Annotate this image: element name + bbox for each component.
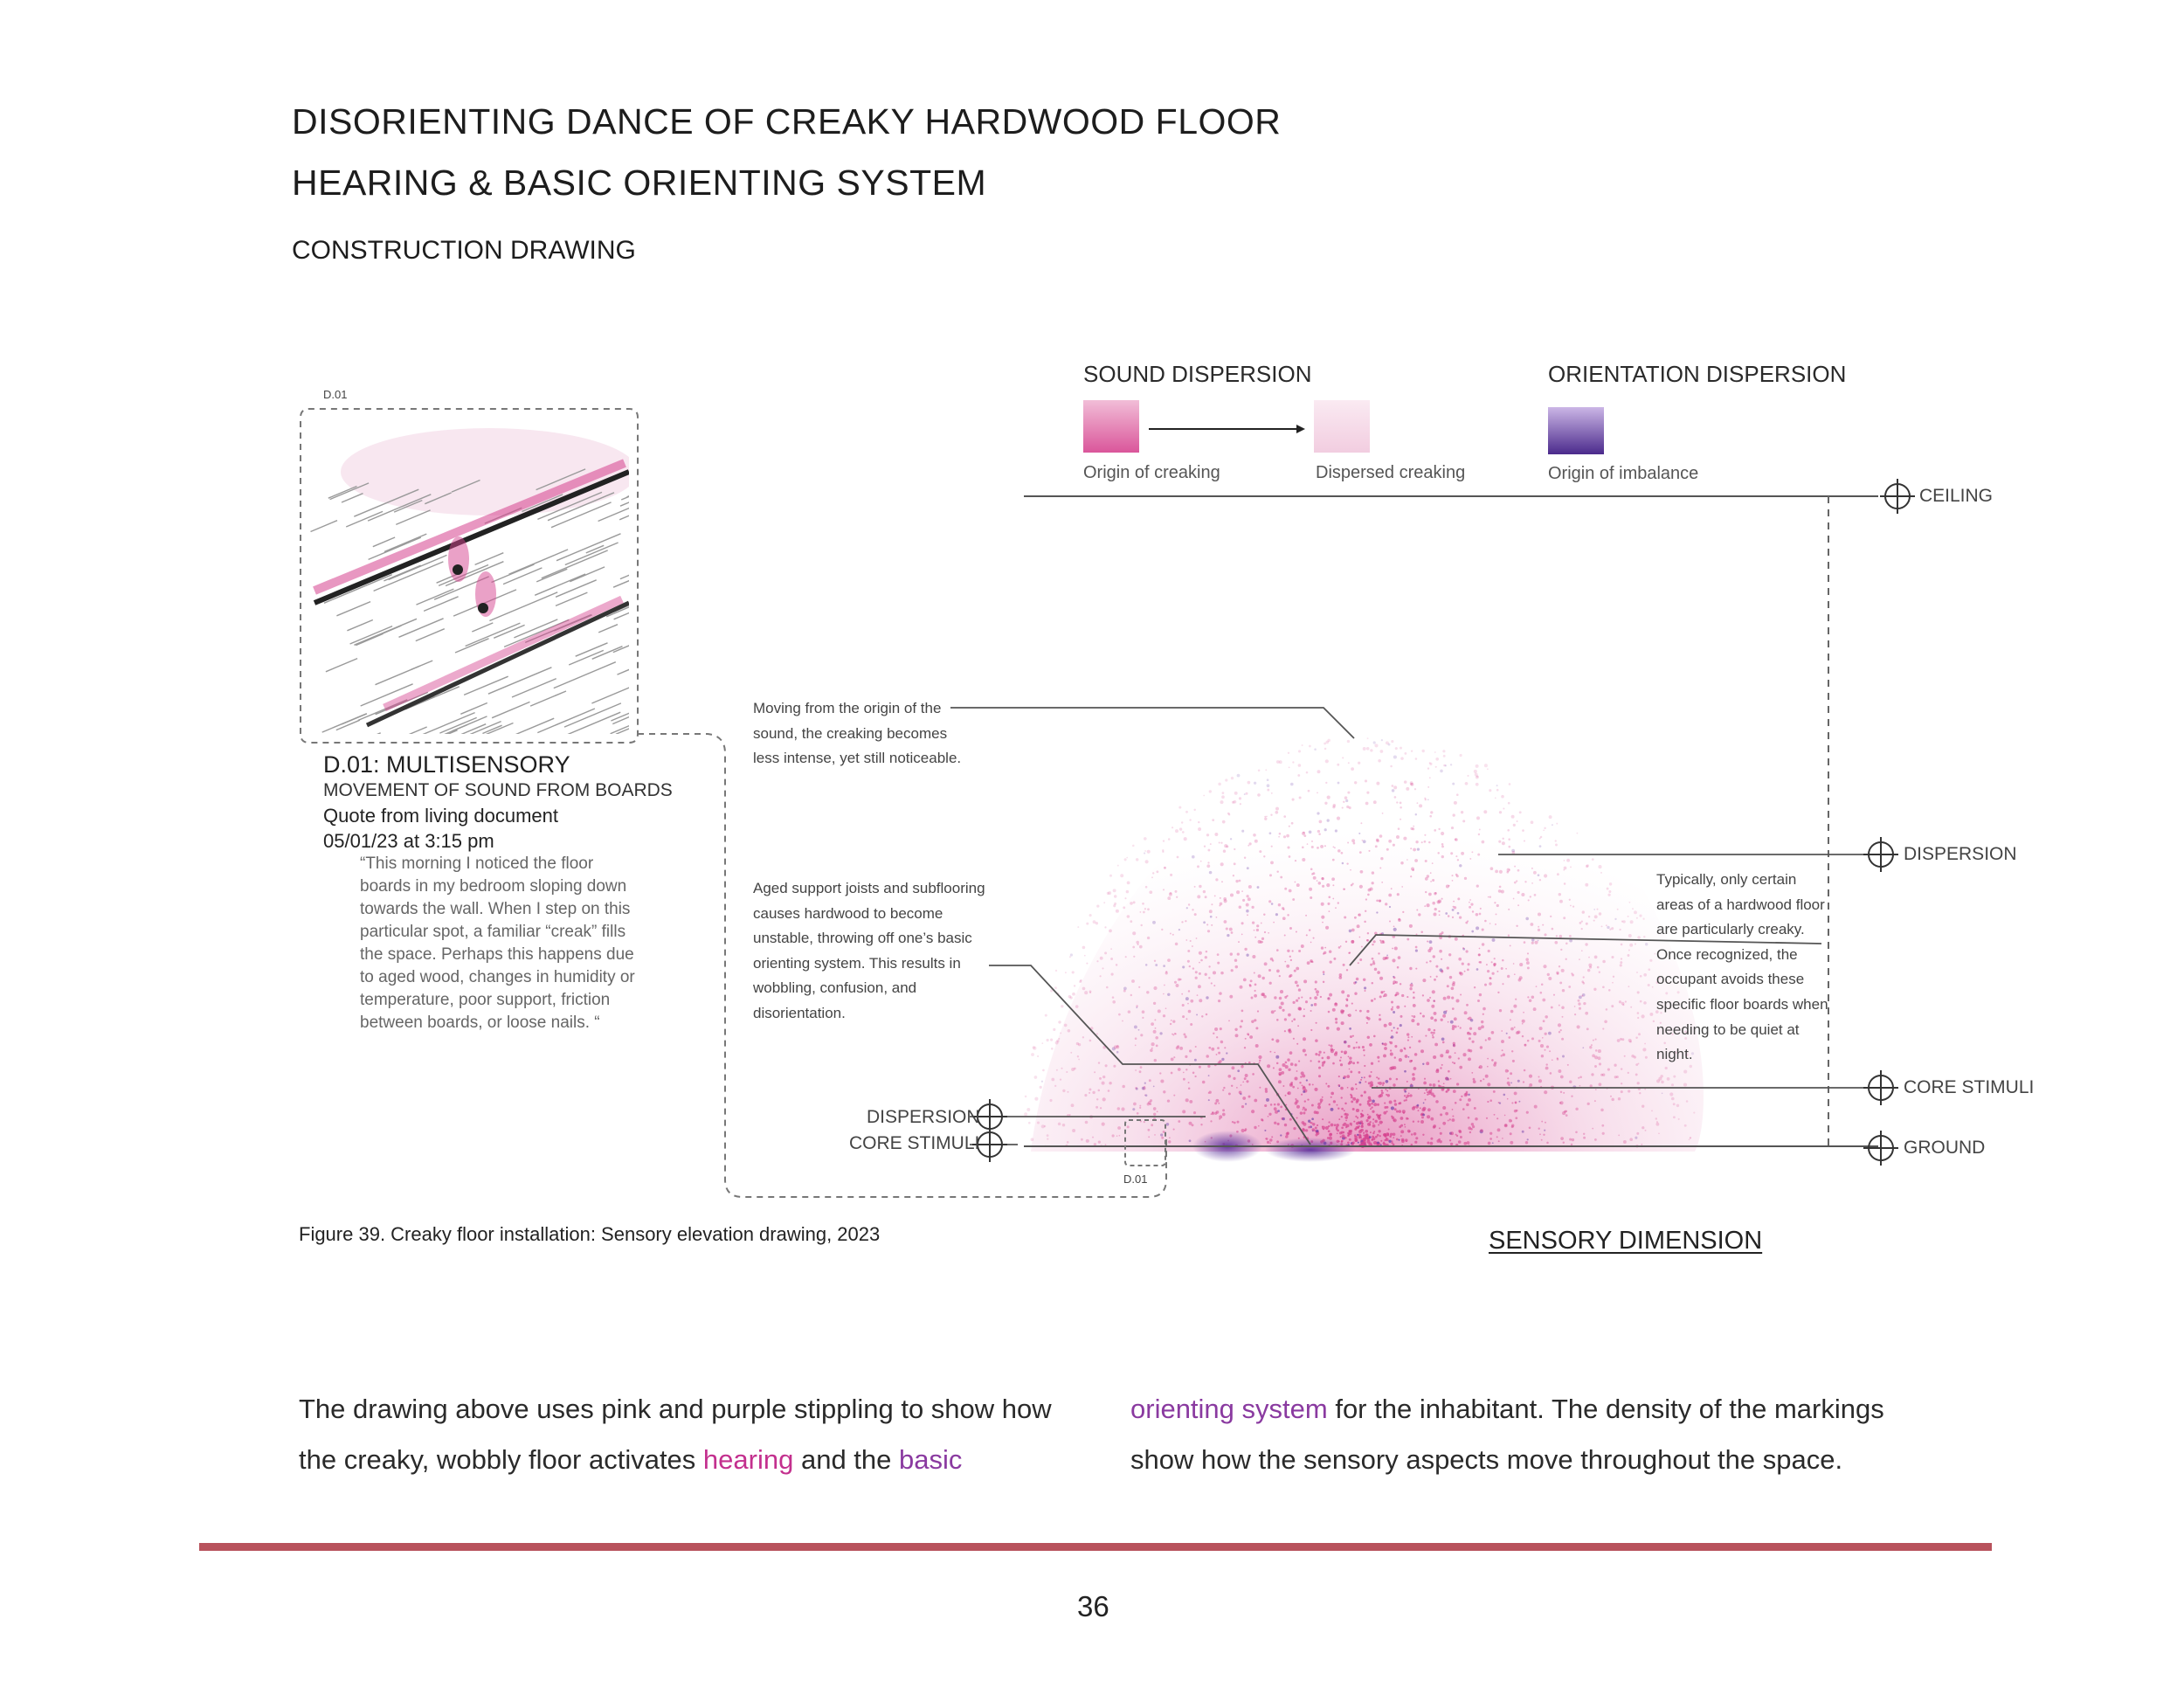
orientation-dispersion-heading: ORIENTATION DISPERSION: [1548, 361, 1847, 387]
highlight-orienting-system: orienting system: [1130, 1394, 1328, 1424]
sensory-dimension-label: SENSORY DIMENSION: [1489, 1227, 1763, 1255]
origin-creaking-label: Origin of creaking: [1083, 463, 1220, 482]
core-stimuli-level-label: CORE STIMULI: [1904, 1077, 2035, 1097]
page-subtitle: CONSTRUCTION DRAWING: [292, 236, 636, 265]
annotation-typically-creaky: Typically, only certain areas of a hardwood floor are particularly creaky. Once recognized, the occupant avoids these specific floor boards when needing to be quiet at night.: [1656, 871, 1828, 1063]
annotation-moving-origin: Moving from the origin of the sound, the creaking becomes less intense, yet still noticeable.: [753, 700, 962, 767]
detail-subtitle: MOVEMENT OF SOUND FROM BOARDS: [323, 780, 673, 800]
detail-source: Quote from living document: [323, 805, 559, 827]
page-title-line-2: HEARING & BASIC ORIENTING SYSTEM: [292, 163, 987, 203]
figure-caption: Figure 39. Creaky floor installation: Sensory elevation drawing, 2023: [299, 1223, 881, 1245]
body-left-part2: and the: [793, 1444, 899, 1475]
core-stimuli-left-label: CORE STIMULI: [849, 1133, 980, 1153]
ground-level-label: GROUND: [1904, 1138, 1986, 1158]
dispersed-creaking-swatch: [1314, 400, 1370, 453]
sound-dispersion-heading: SOUND DISPERSION: [1083, 361, 1312, 387]
origin-creaking-swatch: [1083, 400, 1139, 453]
detail-date: 05/01/23 at 3:15 pm: [323, 830, 494, 852]
ceiling-label: CEILING: [1919, 486, 1994, 506]
detail-boards-drawing: [309, 418, 706, 751]
detail-tag-bottom: D.01: [1123, 1173, 1148, 1186]
annotation-aged-support: Aged support joists and subflooring causes hardwood to become unstable, throwing off one’s basic orienting system. This results in wobbling, confusion, and disorientation.: [753, 880, 985, 1021]
detail-title: D.01: MULTISENSORY: [323, 751, 570, 778]
dispersion-left-label: DISPERSION: [867, 1107, 980, 1127]
detail-quote: “This morning I noticed the floor boards in my bedroom sloping down towards the wall. When I step on this particular spot, a familiar “creak” fills the space. Perhaps this happens due to aged wood, changes in humidity or temperature, poor support, friction between boards, or loose nails. “: [360, 854, 635, 1032]
body-paragraph-right: [1130, 1384, 1917, 1485]
body-paragraph-left: [299, 1384, 1068, 1485]
dispersed-creaking-label: Dispersed creaking: [1316, 463, 1466, 482]
body-left-part1: The drawing above uses pink and purple stippling to show how the creaky, wobbly floor activates: [299, 1394, 1052, 1475]
origin-imbalance-label: Origin of imbalance: [1548, 464, 1699, 483]
highlight-hearing: hearing: [702, 1444, 794, 1475]
dispersion-level-label: DISPERSION: [1904, 844, 2017, 864]
detail-tag-top: D.01: [323, 388, 348, 401]
origin-imbalance-swatch: [1548, 407, 1604, 454]
body-right-part: for the inhabitant. The density of the markings show how the sensory aspects move throughout the space.: [1130, 1394, 1884, 1475]
page-title-line-1: DISORIENTING DANCE OF CREAKY HARDWOOD FLOOR: [292, 101, 1282, 142]
page-number: 36: [1077, 1590, 1109, 1622]
footer-rule: [199, 1543, 1992, 1551]
highlight-basic: basic: [899, 1444, 963, 1475]
